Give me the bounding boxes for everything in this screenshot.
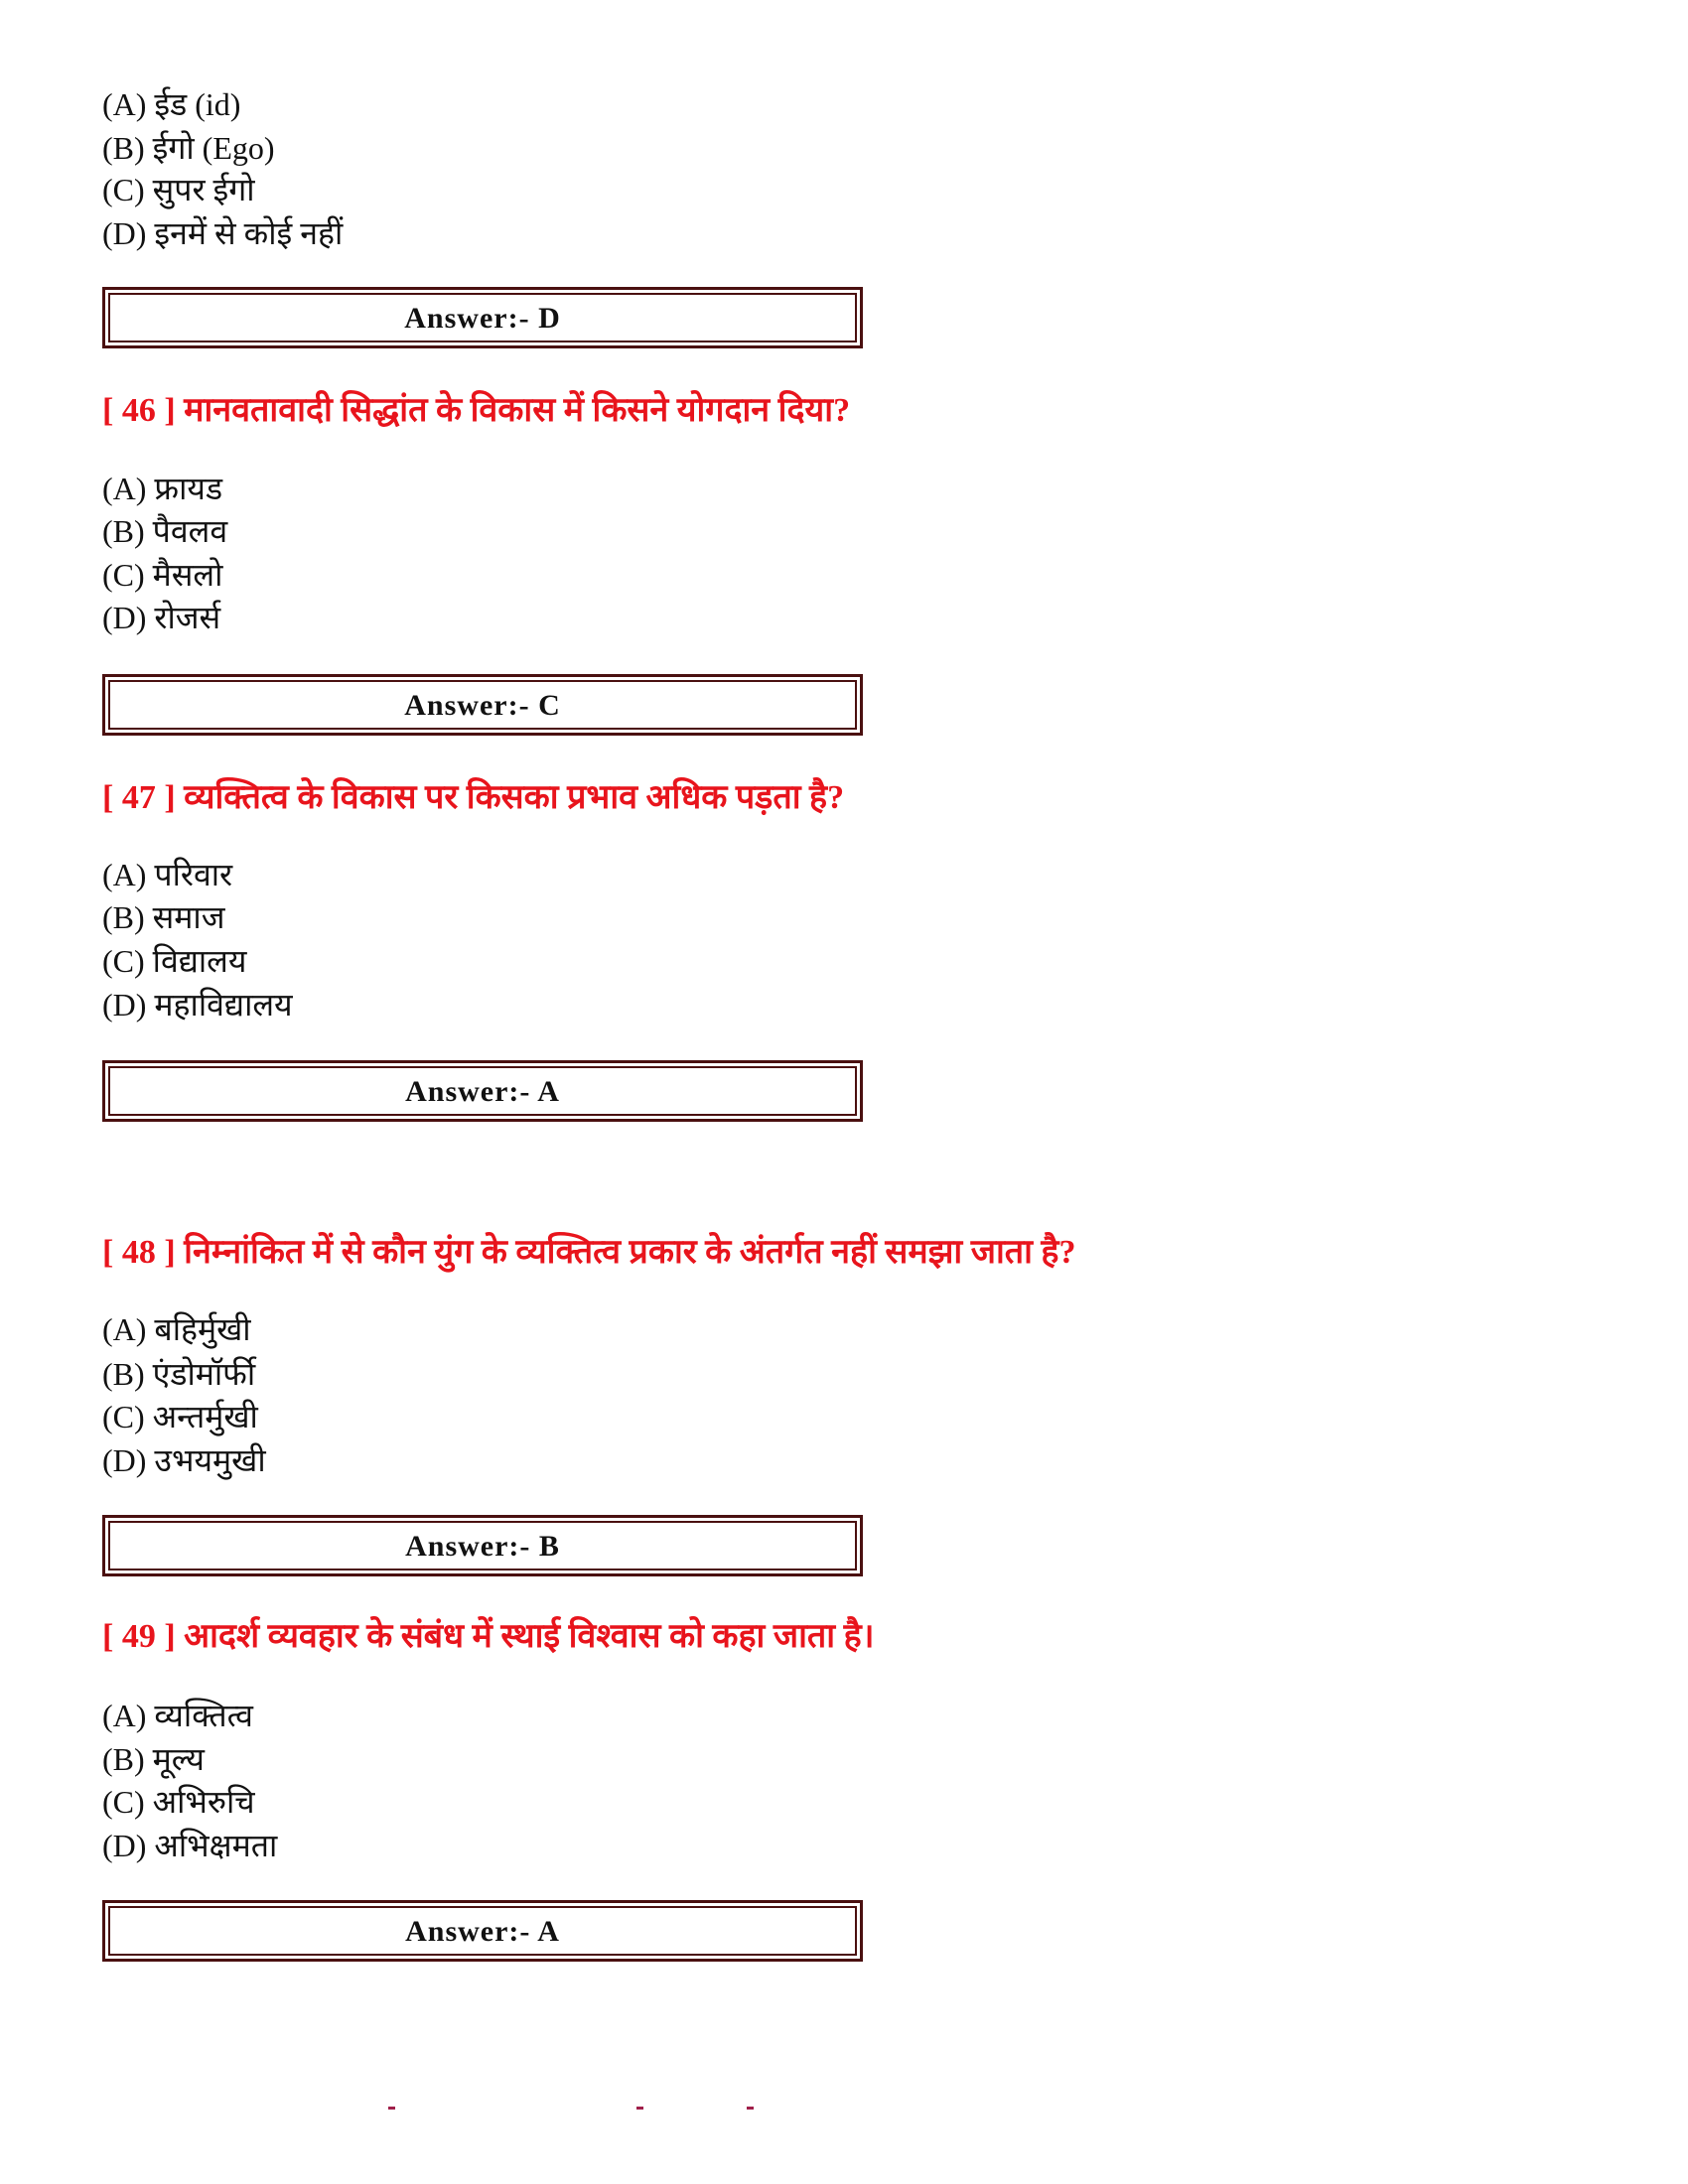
option-c: (C) मैसलो (102, 557, 223, 593)
option-d: (D) महाविद्यालय (102, 987, 293, 1023)
footer-mark (747, 2107, 754, 2110)
option-c: (C) अन्तर्मुखी (102, 1399, 258, 1434)
answer-box (102, 1060, 863, 1122)
option-a: (A) ईड (id) (102, 86, 241, 122)
answer-box (102, 674, 863, 736)
option-c: (C) अभिरुचि (102, 1784, 255, 1820)
option-d: (D) रोजर्स (102, 600, 221, 635)
option-c: (C) सुपर ईगो (102, 172, 255, 207)
option-b: (B) ईगो (Ego) (102, 130, 275, 166)
option-b: (B) समाज (102, 899, 225, 935)
option-b: (B) मूल्य (102, 1741, 205, 1777)
option-a: (A) व्यक्तित्व (102, 1698, 253, 1733)
question-46: [ 46 ] मानवतावादी सिद्धांत के विकास में किसने योगदान दिया? (102, 392, 851, 429)
option-d: (D) इनमें से कोई नहीं (102, 215, 344, 251)
question-47: [ 47 ] व्यक्तित्व के विकास पर किसका प्रभाव अधिक पड़ता है? (102, 779, 845, 816)
option-d: (D) उभयमुखी (102, 1442, 266, 1478)
option-b: (B) पैवलव (102, 513, 228, 549)
answer-text: Answer:- C (404, 689, 561, 722)
question-49: [ 49 ] आदर्श व्यवहार के संबंध में स्थाई विश्वास को कहा जाता है। (102, 1618, 875, 1655)
answer-text: Answer:- B (405, 1530, 560, 1563)
answer-text: Answer:- D (404, 302, 561, 335)
answer-box (102, 287, 863, 348)
option-d: (D) अभिक्षमता (102, 1828, 278, 1863)
question-48: [ 48 ] निम्नांकित में से कौन युंग के व्यक्तित्व प्रकार के अंतर्गत नहीं समझा जाता है? (102, 1234, 1076, 1271)
answer-box (102, 1900, 863, 1962)
footer-mark (636, 2107, 643, 2110)
option-c: (C) विद्यालय (102, 943, 247, 979)
option-a: (A) फ्रायड (102, 471, 223, 506)
answer-text: Answer:- A (405, 1915, 560, 1948)
option-a: (A) बहिर्मुखी (102, 1311, 251, 1347)
answer-box (102, 1515, 863, 1576)
answer-text: Answer:- A (405, 1075, 560, 1108)
option-b: (B) एंडोमॉर्फी (102, 1356, 256, 1392)
option-a: (A) परिवार (102, 857, 233, 892)
footer-mark (388, 2107, 395, 2110)
